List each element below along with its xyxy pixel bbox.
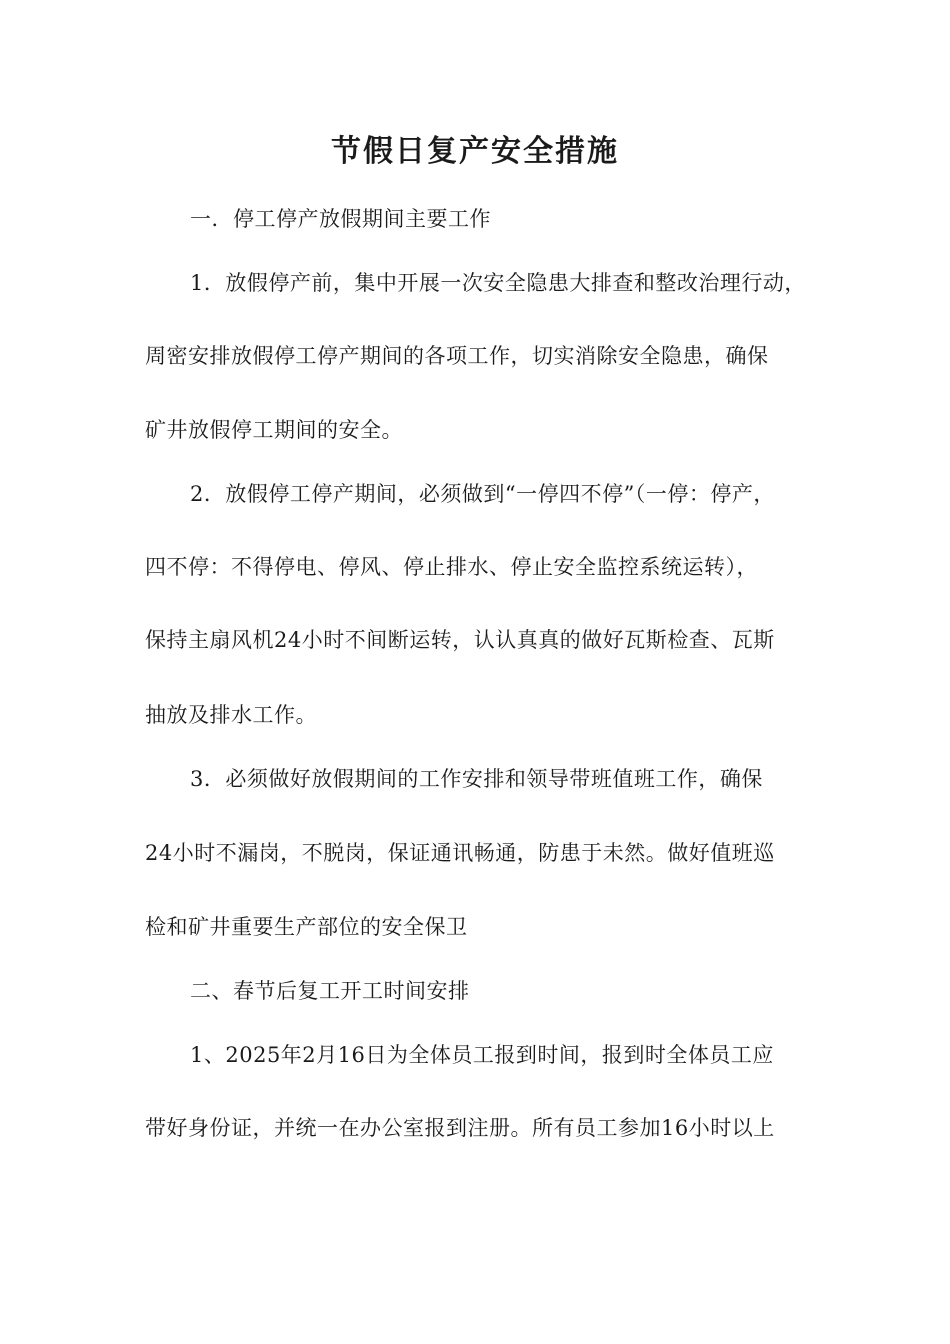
paragraph-line: 2．放假停工停产期间，必须做到“一停四不停”（一停：停产， [190,482,775,506]
paragraph-line: 3．必须做好放假期间的工作安排和领导带班值班工作，确保 [190,767,763,791]
section-heading: 二、春节后复工开工时间安排 [190,979,470,1003]
paragraph-line: 矿井放假停工期间的安全。 [145,418,403,442]
paragraph-line: 四不停：不得停电、停风、停止排水、停止安全监控系统运转）， [145,555,758,579]
paragraph-line: 检和矿井重要生产部位的安全保卫 [145,915,468,939]
paragraph-line: 带好身份证，并统一在办公室报到注册。所有员工参加16小时以上 [145,1116,775,1140]
paragraph-line: 周密安排放假停工停产期间的各项工作，切实消除安全隐患，确保 [145,344,769,368]
paragraph-line: 抽放及排水工作。 [145,703,317,727]
section-heading: 一．停工停产放假期间主要工作 [190,207,491,231]
paragraph-line: 1、2025年2月16日为全体员工报到时间，报到时全体员工应 [190,1043,774,1067]
paragraph-line: 24小时不漏岗，不脱岗，保证通讯畅通，防患于未然。做好值班巡 [145,841,775,865]
document-title: 节假日复产安全措施 [331,134,619,169]
paragraph-line: 保持主扇风机24小时不间断运转，认认真真的做好瓦斯检查、瓦斯 [145,628,775,652]
paragraph-line: 1．放假停产前，集中开展一次安全隐患大排查和整改治理行动， [190,271,806,295]
